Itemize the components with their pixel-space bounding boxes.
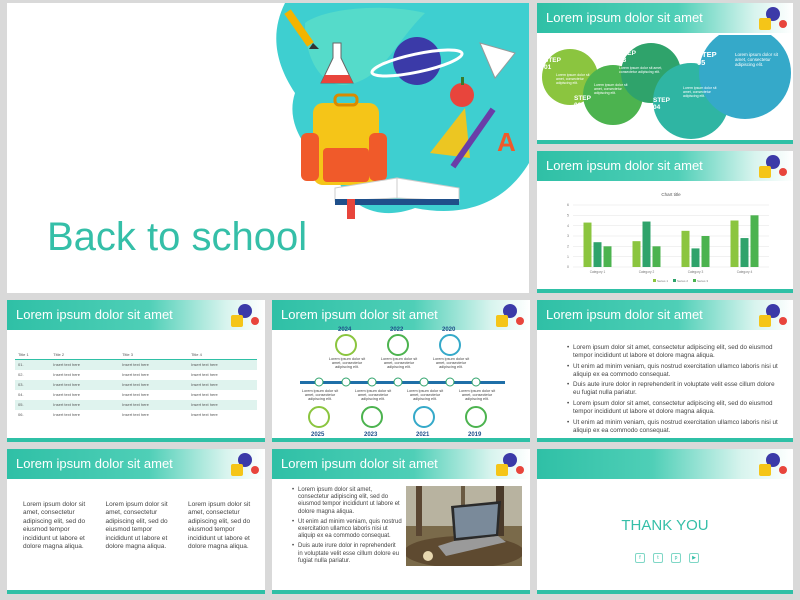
step-text: Lorem ipsum dolor sit amet, consectetur adipiscing elit. — [556, 73, 590, 85]
x-tick-label: Category 2 — [638, 270, 655, 274]
bar — [692, 248, 700, 267]
table-cell: Insert text here — [50, 360, 119, 370]
slide-header — [7, 449, 265, 479]
bar — [594, 242, 602, 267]
table-cell: Insert text here — [119, 390, 188, 400]
bar — [633, 241, 641, 267]
table-cell: Insert text here — [188, 360, 257, 370]
slide-footer — [7, 590, 265, 594]
list-item: • Ut enim ad minim veniam, quis nostrud exercitation ullamco laboris nisi ut aliquip ex ea commodo consequat. — [292, 519, 402, 541]
table-row — [15, 390, 257, 400]
table-cell: Insert text here — [50, 380, 119, 390]
slide-steps[interactable] — [537, 3, 793, 144]
slide-title: Lorem ipsum dolor sit amet — [281, 456, 438, 471]
twitter-icon[interactable]: t — [653, 553, 663, 563]
table-cell: Insert text here — [188, 400, 257, 410]
bar — [584, 223, 592, 267]
timeline-text: Lorem ipsum dolor sit amet, consectetur adipiscing elit. — [406, 389, 444, 401]
bar — [653, 246, 661, 267]
table-row — [15, 400, 257, 410]
slide-table[interactable] — [7, 300, 265, 442]
bar — [604, 246, 612, 267]
slide-footer — [272, 590, 530, 594]
chart-title: Chart title — [661, 192, 681, 197]
list-item: • Lorem ipsum dolor sit amet, consectetur adipiscing elit, sed do eiusmod tempor incididunt ut labore et dolore magna aliqua. — [567, 344, 783, 360]
legend-swatch — [673, 279, 676, 282]
slide-title: Lorem ipsum dolor sit amet — [16, 307, 173, 322]
timeline-diagram — [272, 300, 530, 442]
step-text: Lorem ipsum dolor sit amet, consectetur adipiscing elit. — [683, 86, 717, 98]
timeline-year: 2019 — [468, 432, 482, 438]
table-row — [15, 410, 257, 420]
bar — [741, 238, 749, 267]
step-label: STEP 05 — [697, 50, 717, 67]
step-02 — [574, 83, 634, 109]
slide-title: Lorem ipsum dolor sit amet — [546, 10, 703, 25]
legend-swatch — [693, 279, 696, 282]
list-item: • Ut enim ad minim veniam, quis nostrud exercitation ullamco laboris nisi ut aliquip ex ea commodo consequat. — [567, 419, 783, 435]
timeline-text: Lorem ipsum dolor sit amet, consectetur adipiscing elit. — [301, 389, 339, 401]
list-item: • Lorem ipsum dolor sit amet, consectetur adipiscing elit, sed do eiusmod tempor incididunt ut labore et dolore magna aliqua. — [567, 400, 783, 416]
y-tick-label: 1 — [567, 254, 569, 259]
bar — [682, 231, 690, 267]
table-cell: Insert text here — [188, 390, 257, 400]
table-header: Title 4 — [188, 350, 257, 360]
svg-text:A: A — [497, 127, 516, 157]
step-05 — [697, 51, 785, 67]
slide-cover[interactable] — [7, 3, 529, 293]
cover-title: Back to school — [47, 215, 308, 259]
bullet-list — [567, 344, 783, 438]
bar — [751, 215, 759, 267]
table-cell: Insert text here — [119, 360, 188, 370]
list-item: • Ut enim ad minim veniam, quis nostrud exercitation ullamco laboris nisi ut aliquip ex ea commodo consequat. — [567, 363, 783, 379]
slide-title: Lorem ipsum dolor sit amet — [16, 456, 173, 471]
list-item: • Duis aute irure dolor in reprehenderit in voluptate velit esse cillum dolore eu fugiat nulla pariatur. — [292, 543, 402, 565]
text-column: Lorem ipsum dolor sit amet, consectetur adipiscing elit, sed do eiusmod tempor incididunt ut labore et dolore magna aliqua. — [188, 501, 251, 551]
bar — [731, 221, 739, 268]
table-header: Title 3 — [119, 350, 188, 360]
legend-entry: Series 3 — [697, 278, 709, 283]
slide-thanks[interactable] — [537, 449, 793, 594]
step-text: Lorem ipsum dolor sit amet, consectetur adipiscing elit. — [735, 52, 779, 67]
legend-swatch — [653, 279, 656, 282]
slide-title: Lorem ipsum dolor sit amet — [546, 158, 703, 173]
y-tick-label: 0 — [567, 265, 569, 270]
table-cell: Insert text here — [119, 370, 188, 380]
table-cell: Insert text here — [50, 400, 119, 410]
step-text: Lorem ipsum dolor sit amet, consectetur adipiscing elit. — [594, 83, 628, 95]
y-tick-label: 4 — [567, 223, 569, 228]
table-cell: Insert text here — [188, 370, 257, 380]
school-icons — [225, 301, 261, 329]
table-header: Title 2 — [50, 350, 119, 360]
social-icons — [635, 553, 699, 563]
x-tick-label: Category 3 — [687, 270, 704, 274]
timeline-text: Lorem ipsum dolor sit amet, consectetur adipiscing elit. — [380, 357, 418, 369]
step-label: STEP 04 — [653, 97, 670, 111]
bar — [702, 236, 710, 267]
slide-footer — [537, 438, 793, 442]
x-tick-label: Category 1 — [589, 270, 606, 274]
slide-header — [537, 3, 793, 33]
step-label: STEP 03 — [619, 50, 636, 64]
slide-header — [272, 449, 530, 479]
school-icons — [753, 4, 789, 32]
slide-footer — [537, 140, 793, 144]
step-04 — [653, 86, 723, 111]
table-header: Title 1 — [15, 350, 50, 360]
slide-header — [537, 449, 793, 479]
table-cell: Insert text here — [119, 380, 188, 390]
facebook-icon[interactable]: f — [635, 553, 645, 563]
slide-footer — [537, 590, 793, 594]
table-cell: Insert text here — [188, 380, 257, 390]
legend-entry: Series 1 — [657, 278, 669, 283]
step-03 — [619, 51, 679, 74]
x-tick-label: Category 4 — [736, 270, 753, 274]
table-cell: Insert text here — [50, 390, 119, 400]
bullet-list — [292, 487, 402, 568]
bar-chart — [537, 183, 793, 291]
table-cell: Insert text here — [188, 410, 257, 420]
table-cell: 04. — [15, 390, 50, 400]
step-text: Lorem ipsum dolor sit amet, consectetur adipiscing elit. — [619, 66, 663, 74]
y-tick-label: 6 — [567, 203, 569, 208]
slide-photo[interactable] — [272, 449, 530, 594]
text-columns — [23, 501, 255, 552]
timeline-year: 2023 — [364, 432, 378, 438]
slide-footer — [272, 438, 530, 442]
table-cell: Insert text here — [119, 400, 188, 410]
text-column: Lorem ipsum dolor sit amet, consectetur adipiscing elit, sed do eiusmod tempor incididunt ut labore et dolore magna aliqua. — [23, 501, 86, 551]
table-header-row — [15, 350, 257, 360]
table-cell: 05. — [15, 400, 50, 410]
table-cell: 03. — [15, 380, 50, 390]
table-row — [15, 360, 257, 370]
slide-title: Lorem ipsum dolor sit amet — [546, 307, 703, 322]
pinterest-icon[interactable]: p — [671, 553, 681, 563]
table-cell: 01. — [15, 360, 50, 370]
school-icons — [225, 450, 261, 478]
y-tick-label: 5 — [567, 213, 569, 218]
list-item: • Duis aute irure dolor in reprehenderit in voluptate velit esse cillum dolore eu fugiat nulla pariatur. — [567, 381, 783, 397]
timeline-year: 2021 — [416, 432, 430, 438]
school-icons — [753, 152, 789, 180]
school-icons — [753, 301, 789, 329]
list-item: • Lorem ipsum dolor sit amet, consectetur adipiscing elit, sed do eiusmod tempor incididunt ut labore et dolore magna aliqua. — [292, 487, 402, 516]
timeline-year: 2022 — [390, 327, 404, 333]
step-label: STEP 01 — [544, 57, 561, 71]
slide-timeline[interactable] — [272, 300, 530, 442]
data-table — [15, 350, 257, 420]
slide-header — [537, 151, 793, 181]
slide-footer — [537, 289, 793, 293]
table-cell: 02. — [15, 370, 50, 380]
timeline-year: 2024 — [338, 327, 352, 333]
table-row — [15, 380, 257, 390]
school-icons — [490, 450, 526, 478]
timeline-text: Lorem ipsum dolor sit amet, consectetur adipiscing elit. — [458, 389, 496, 401]
text-column: Lorem ipsum dolor sit amet, consectetur adipiscing elit, sed do eiusmod tempor incididunt ut labore et dolore magna aliqua. — [105, 501, 168, 551]
slide-header — [7, 300, 265, 330]
slide-footer — [7, 438, 265, 442]
timeline-text: Lorem ipsum dolor sit amet, consectetur adipiscing elit. — [432, 357, 470, 369]
timeline-year: 2025 — [311, 432, 325, 438]
table-cell: 06. — [15, 410, 50, 420]
y-tick-label: 3 — [567, 234, 569, 239]
legend-entry: Series 2 — [677, 278, 689, 283]
slide-title: Lorem ipsum dolor sit amet — [281, 307, 438, 322]
timeline-text: Lorem ipsum dolor sit amet, consectetur adipiscing elit. — [328, 357, 366, 369]
slide-columns[interactable] — [7, 449, 265, 594]
school-icons — [753, 450, 789, 478]
cover-illustration — [265, 3, 529, 233]
slide-header — [537, 300, 793, 330]
y-tick-label: 2 — [567, 244, 569, 249]
table-cell: Insert text here — [50, 370, 119, 380]
table-row — [15, 370, 257, 380]
table-cell: Insert text here — [119, 410, 188, 420]
step-label: STEP 02 — [574, 95, 591, 109]
laptop-photo — [406, 486, 522, 566]
bar — [643, 222, 651, 267]
letter-a-icon — [497, 127, 516, 157]
thank-you-text: THANK YOU — [621, 517, 709, 534]
youtube-icon[interactable]: ▶ — [689, 553, 699, 563]
table-cell: Insert text here — [50, 410, 119, 420]
slide-bullets[interactable] — [537, 300, 793, 442]
slide-chart[interactable] — [537, 151, 793, 293]
timeline-year: 2020 — [442, 327, 456, 333]
timeline-text: Lorem ipsum dolor sit amet, consectetur adipiscing elit. — [354, 389, 392, 401]
step-01 — [544, 58, 596, 85]
